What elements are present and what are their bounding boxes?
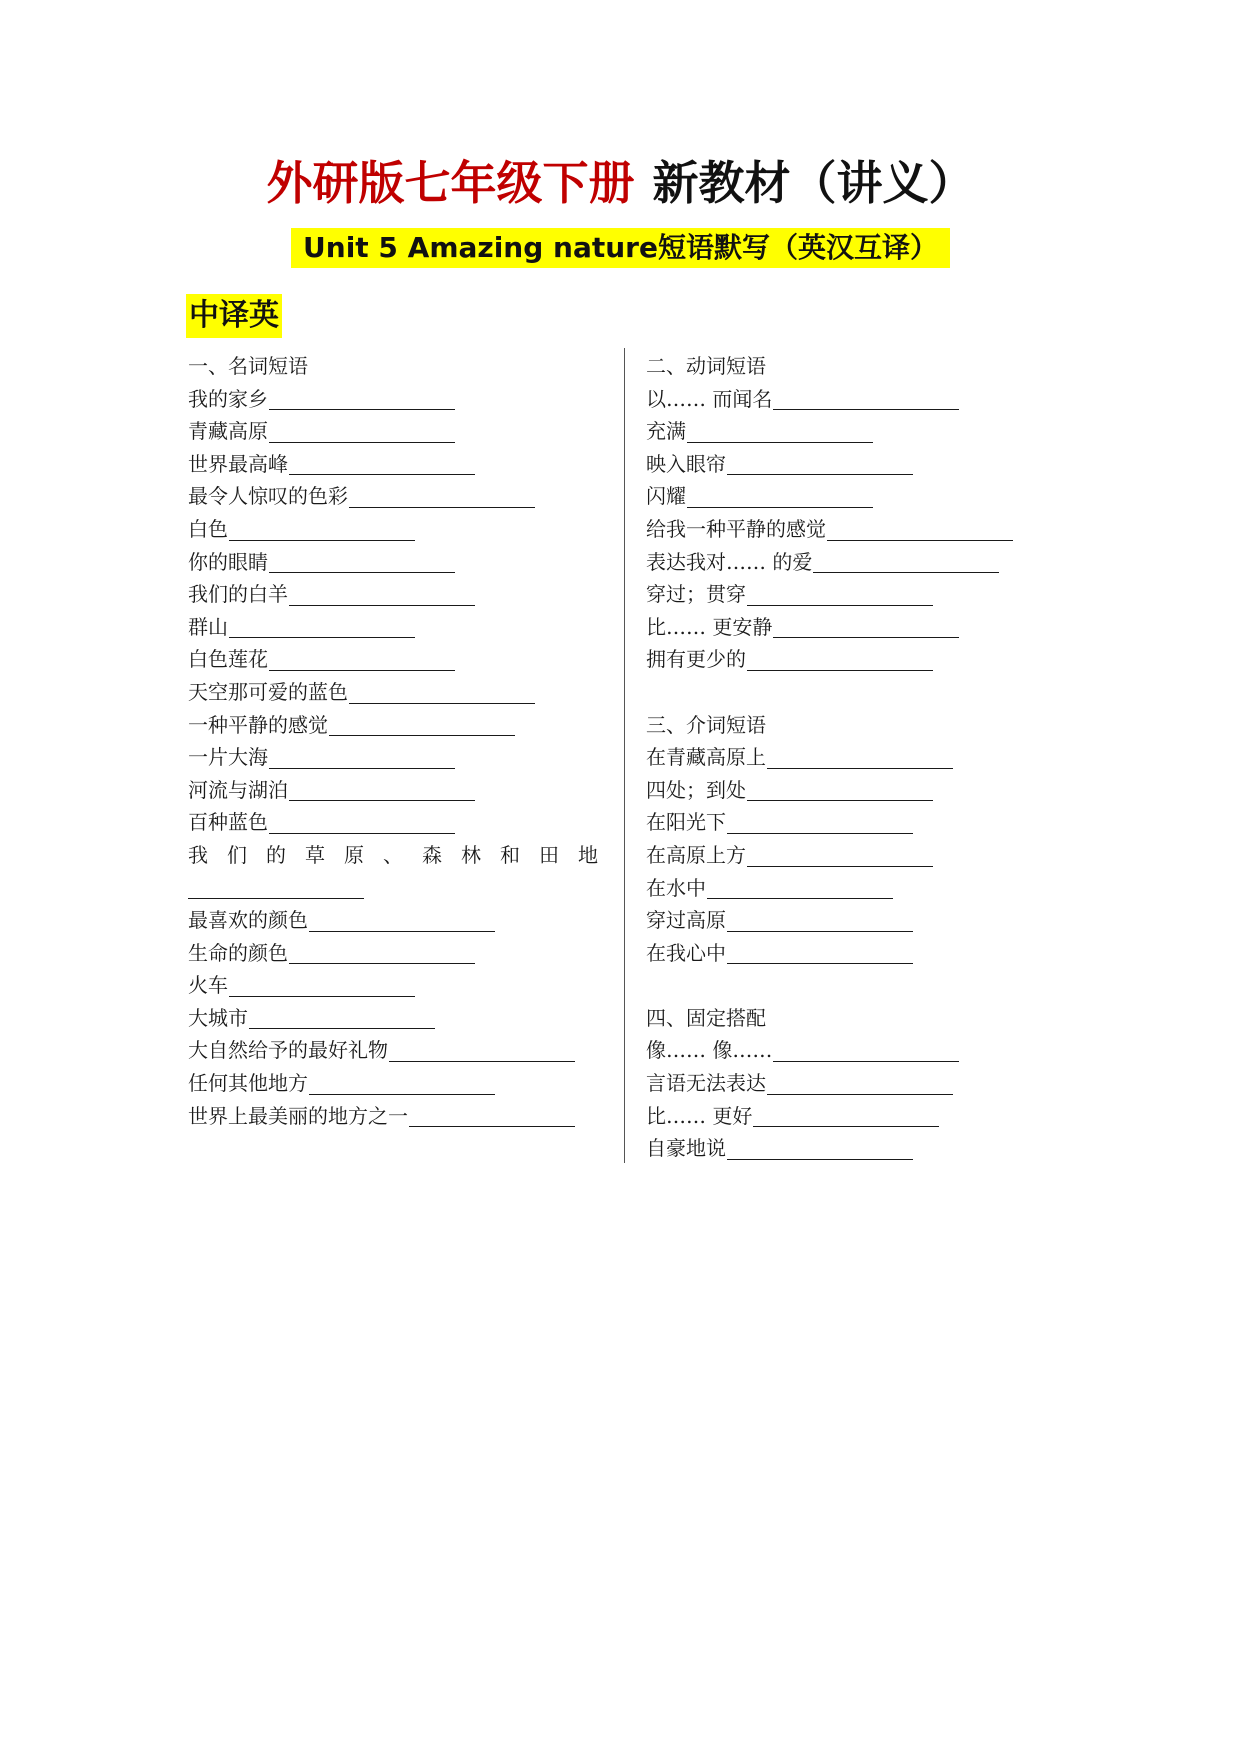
prep-phrases-heading: 三、介词短语 (646, 712, 766, 737)
answer-blank[interactable] (229, 615, 415, 638)
list-item: 充满 (646, 415, 1066, 448)
list-item: 任何其他地方 (188, 1067, 608, 1100)
list-item: 群山 (188, 611, 608, 644)
document-title (0, 150, 1241, 216)
list-item: 在水中 (646, 872, 1066, 905)
answer-blank[interactable] (727, 909, 913, 932)
list-item: 穿过；贯穿 (646, 578, 1066, 611)
list-item: 表达我对…… 的爱 (646, 546, 1066, 579)
list-item: 在阳光下 (646, 806, 1066, 839)
answer-blank[interactable] (269, 387, 455, 410)
answer-blank[interactable] (309, 1072, 495, 1095)
right-column (646, 350, 1066, 1165)
answer-blank[interactable] (329, 713, 515, 736)
answer-blank[interactable] (747, 844, 933, 867)
list-item: 白色 (188, 513, 608, 546)
list-item: 自豪地说 (646, 1132, 1066, 1165)
answer-blank[interactable] (767, 746, 953, 769)
list-item: 天空那可爱的蓝色 (188, 676, 608, 709)
list-item: 白色莲花 (188, 643, 608, 676)
answer-blank[interactable] (289, 941, 475, 964)
list-item: 四处；到处 (646, 774, 1066, 807)
answer-blank[interactable] (773, 615, 959, 638)
answer-blank[interactable] (727, 811, 913, 834)
answer-blank[interactable] (773, 387, 959, 410)
list-item: 比…… 更安静 (646, 611, 1066, 644)
list-item: 像…… 像…… (646, 1034, 1066, 1067)
title-red-part: 外研版七年级下册 (266, 156, 635, 210)
answer-blank[interactable] (753, 1104, 939, 1127)
answer-blank[interactable] (349, 681, 535, 704)
spacer (646, 969, 1066, 1002)
answer-blank[interactable] (409, 1104, 575, 1127)
answer-blank[interactable] (813, 550, 999, 573)
list-item: 闪耀 (646, 480, 1066, 513)
answer-blank[interactable] (727, 941, 913, 964)
answer-blank[interactable] (687, 420, 873, 443)
list-item: 在高原上方 (646, 839, 1066, 872)
answer-blank[interactable] (269, 420, 455, 443)
list-item: 生命的颜色 (188, 937, 608, 970)
spacer (646, 676, 1066, 709)
justified-term: 我 们 的 草 原 、 森 林 和 田 地 (188, 842, 598, 867)
answer-blank[interactable] (269, 648, 455, 671)
list-item: 映入眼帘 (646, 448, 1066, 481)
title-black-part: 新教材（讲义） (652, 156, 975, 210)
list-item: 言语无法表达 (646, 1067, 1066, 1100)
answer-blank[interactable] (188, 876, 364, 899)
answer-blank[interactable] (827, 518, 1013, 541)
list-item: 最令人惊叹的色彩 (188, 480, 608, 513)
answer-blank[interactable] (707, 876, 893, 899)
list-item: 大城市 (188, 1002, 608, 1035)
answer-blank[interactable] (747, 778, 933, 801)
subtitle: Unit 5 Amazing nature短语默写（英汉互译） (291, 228, 950, 268)
answer-blank[interactable] (229, 518, 415, 541)
list-item: 你的眼睛 (188, 546, 608, 579)
answer-blank[interactable] (747, 583, 933, 606)
left-column (188, 350, 608, 1132)
answer-blank[interactable] (269, 811, 455, 834)
list-item-justified (188, 839, 608, 872)
answer-blank[interactable] (727, 452, 913, 475)
answer-blank[interactable] (289, 452, 475, 475)
answer-blank[interactable] (767, 1072, 953, 1095)
answer-blank[interactable] (229, 974, 415, 997)
column-divider (624, 348, 625, 1163)
answer-blank[interactable] (269, 550, 455, 573)
answer-blank[interactable] (389, 1039, 575, 1062)
list-item: 穿过高原 (646, 904, 1066, 937)
list-item: 我的家乡 (188, 383, 608, 416)
section-heading-cn-to-en: 中译英 (186, 294, 282, 338)
subtitle-container (0, 228, 1241, 268)
list-item: 我们的白羊 (188, 578, 608, 611)
list-item: 在我心中 (646, 937, 1066, 970)
list-item: 世界最高峰 (188, 448, 608, 481)
list-item-blank-line (188, 872, 608, 905)
fixed-collocations-heading: 四、固定搭配 (646, 1005, 766, 1030)
answer-blank[interactable] (687, 485, 873, 508)
list-item: 百种蓝色 (188, 806, 608, 839)
noun-phrases-heading: 一、名词短语 (188, 354, 308, 378)
list-item: 大自然给予的最好礼物 (188, 1034, 608, 1067)
list-item: 拥有更少的 (646, 643, 1066, 676)
answer-blank[interactable] (269, 746, 455, 769)
answer-blank[interactable] (289, 778, 475, 801)
answer-blank[interactable] (747, 648, 933, 671)
answer-blank[interactable] (289, 583, 475, 606)
list-item: 最喜欢的颜色 (188, 904, 608, 937)
answer-blank[interactable] (349, 485, 535, 508)
answer-blank[interactable] (727, 1137, 913, 1160)
list-item: 给我一种平静的感觉 (646, 513, 1066, 546)
list-item: 一种平静的感觉 (188, 709, 608, 742)
list-item: 以…… 而闻名 (646, 383, 1066, 416)
answer-blank[interactable] (773, 1039, 959, 1062)
list-item: 青藏高原 (188, 415, 608, 448)
answer-blank[interactable] (249, 1006, 435, 1029)
list-item: 火车 (188, 969, 608, 1002)
verb-phrases-heading: 二、动词短语 (646, 354, 766, 378)
list-item: 河流与湖泊 (188, 774, 608, 807)
list-item: 世界上最美丽的地方之一 (188, 1100, 608, 1133)
list-item: 在青藏高原上 (646, 741, 1066, 774)
list-item: 比…… 更好 (646, 1100, 1066, 1133)
list-item: 一片大海 (188, 741, 608, 774)
answer-blank[interactable] (309, 909, 495, 932)
